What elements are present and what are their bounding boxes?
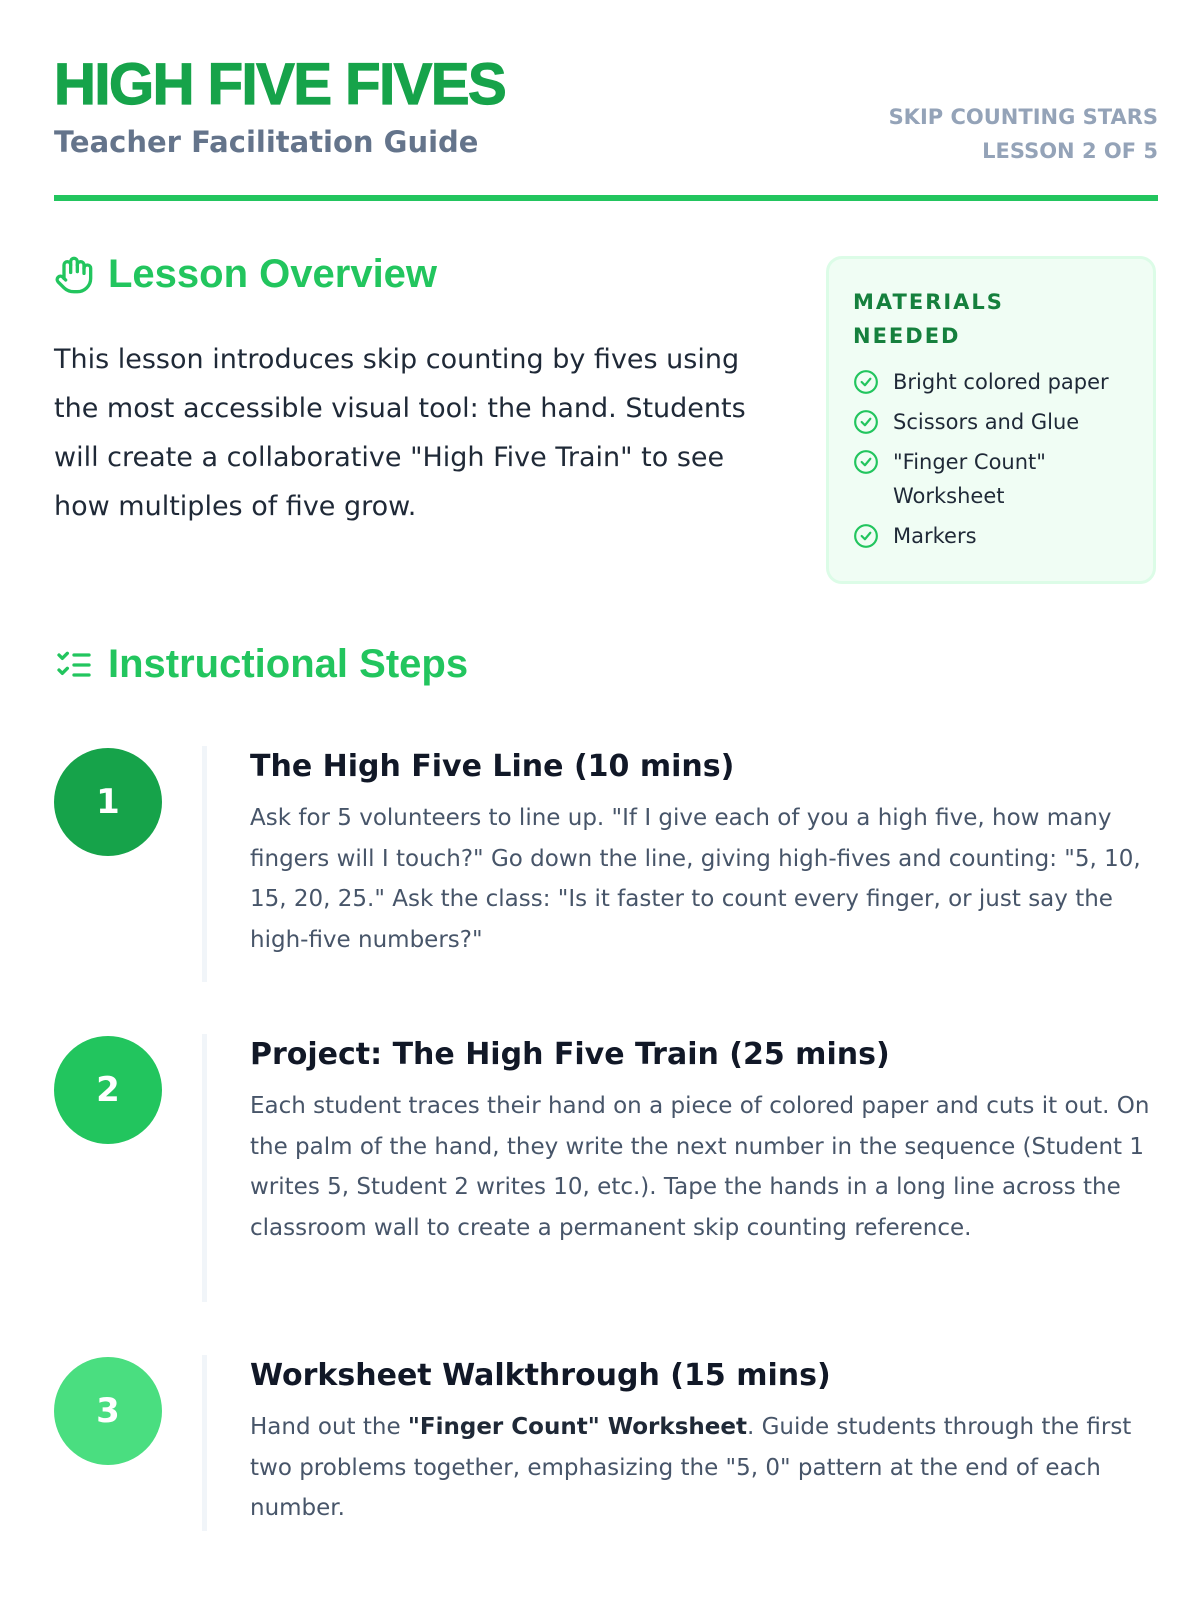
page-subtitle: Teacher Facilitation Guide <box>54 125 479 159</box>
materials-item <box>853 405 1129 439</box>
lesson-meta <box>889 100 1158 168</box>
step-title: Worksheet Walkthrough (15 mins) <box>250 1358 831 1393</box>
step-1 <box>54 746 1158 982</box>
materials-item-label: Markers <box>893 524 977 548</box>
step-number-badge: 3 <box>54 1357 162 1465</box>
step-divider <box>202 1034 207 1302</box>
step-text-rest: . Guide students through the first two problems together, emphasizing the "5, 0" pattern at the end of each number. <box>250 1414 1132 1521</box>
step-body <box>250 746 1158 960</box>
step-text: Ask for 5 volunteers to line up. "If I give each of you a high five, how many fingers will I touch?" Go down the line, giving high-fives and counting: "5, 10, 15, 20, 25." Ask the class: "Is it faster to count every finger, or just say the high-five numbers?" <box>250 805 1141 953</box>
materials-item <box>853 519 1129 553</box>
step-text: Each student traces their hand on a piece of colored paper and cuts it out. On the palm of the hand, they write the next number in the sequence (Student 1 writes 5, Student 2 writes 10, etc.). Tape the hands in a long line across the classroom wall to create a permanent skip counting reference. <box>250 1093 1150 1241</box>
page-title: HIGH FIVE FIVES <box>54 52 506 117</box>
step-body <box>250 1355 1158 1529</box>
lesson-number: LESSON 2 OF 5 <box>982 139 1158 163</box>
materials-item <box>853 365 1129 399</box>
overview-heading: Lesson Overview <box>108 252 438 296</box>
overview-heading-row <box>54 252 437 297</box>
materials-heading: MATERIALS NEEDED <box>853 290 1004 348</box>
check-circle-icon <box>853 523 879 549</box>
worksheet-name: "Finger Count" Worksheet <box>407 1414 747 1440</box>
header-divider <box>54 195 1158 201</box>
step-title: The High Five Line (10 mins) <box>250 749 735 784</box>
materials-item-label: Scissors and Glue <box>893 410 1080 434</box>
step-text <box>250 1407 1158 1529</box>
materials-list <box>853 365 1129 553</box>
checklist-icon <box>54 645 94 685</box>
materials-item-label: "Finger Count" Worksheet <box>893 450 1046 508</box>
step-title: Project: The High Five Train (25 mins) <box>250 1037 890 1072</box>
step-3 <box>54 1355 1158 1531</box>
step-2 <box>54 1034 1158 1302</box>
overview-text: This lesson introduces skip counting by fives using the most accessible visual tool: the hand. Students will create a collaborative "High Five Train" to see how multiples of five grow. <box>54 344 746 522</box>
step-text-intro: Hand out the <box>250 1414 408 1440</box>
step-divider <box>202 1355 207 1531</box>
step-number-badge: 1 <box>54 748 162 856</box>
check-circle-icon <box>853 369 879 395</box>
check-circle-icon <box>853 449 879 475</box>
steps-heading: Instructional Steps <box>108 642 469 686</box>
step-body <box>250 1034 1158 1248</box>
hand-icon <box>54 255 94 295</box>
steps-heading-row <box>54 642 468 687</box>
materials-item-label: Bright colored paper <box>893 370 1109 394</box>
step-divider <box>202 746 207 982</box>
check-circle-icon <box>853 409 879 435</box>
step-number-badge: 2 <box>54 1036 162 1144</box>
materials-item <box>853 445 1129 513</box>
materials-card <box>826 256 1156 584</box>
series-label: SKIP COUNTING STARS <box>888 105 1158 129</box>
